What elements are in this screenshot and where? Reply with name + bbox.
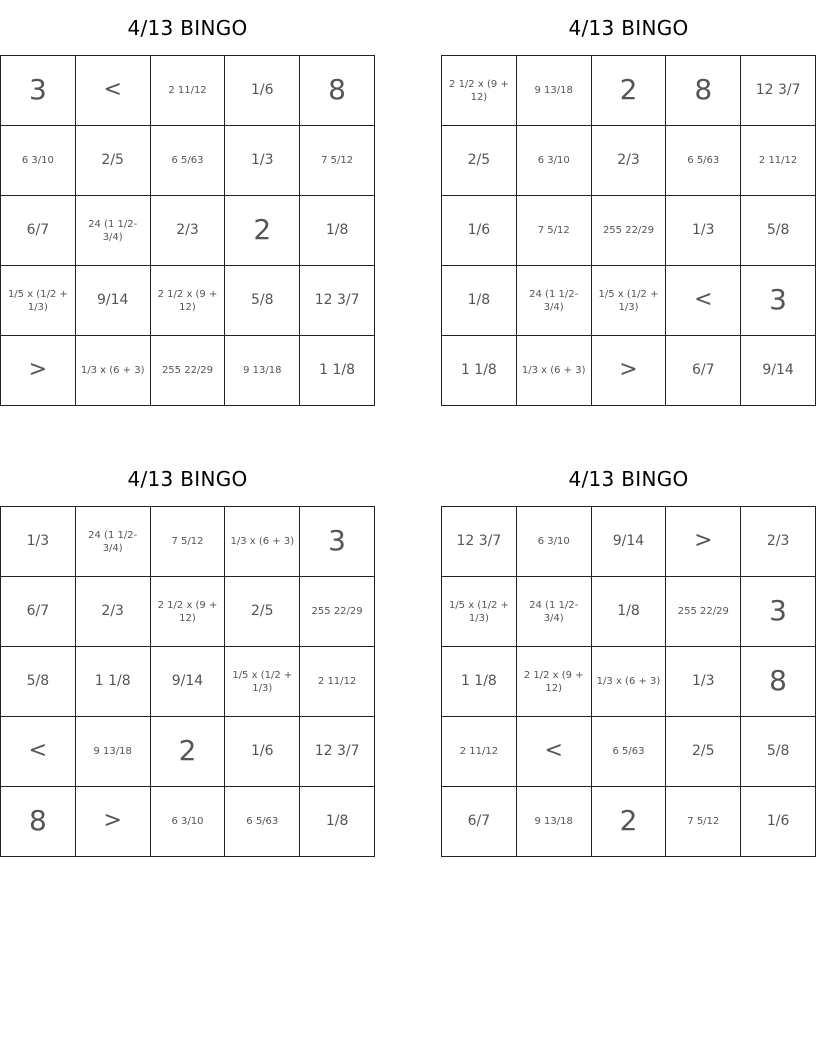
bingo-cell: 9 13/18 — [517, 787, 592, 857]
bingo-cell: > — [592, 336, 667, 406]
bingo-cell: 2/5 — [442, 126, 517, 196]
bingo-cell: 2/3 — [151, 196, 226, 266]
bingo-cell: 1/3 x (6 + 3) — [517, 336, 592, 406]
bingo-cell: 6/7 — [442, 787, 517, 857]
bingo-grid — [0, 506, 375, 857]
bingo-cell: 1/8 — [592, 577, 667, 647]
bingo-cell: > — [1, 336, 76, 406]
bingo-cell: 8 — [300, 56, 375, 126]
bingo-cell: 1/3 — [1, 507, 76, 577]
bingo-cell: 6 5/63 — [592, 717, 667, 787]
bingo-cell: 1 1/8 — [300, 336, 375, 406]
bingo-cell: 9/14 — [76, 266, 151, 336]
bingo-cell: 8 — [666, 56, 741, 126]
bingo-cell: 3 — [300, 507, 375, 577]
bingo-cell: 1/6 — [225, 56, 300, 126]
bingo-cell: 9/14 — [151, 647, 226, 717]
bingo-cell: 12 3/7 — [300, 717, 375, 787]
bingo-cell: < — [1, 717, 76, 787]
bingo-cell: 6 5/63 — [151, 126, 226, 196]
bingo-cell: 2/5 — [225, 577, 300, 647]
bingo-cell: 2/5 — [76, 126, 151, 196]
bingo-cell: 2 — [592, 787, 667, 857]
bingo-cell: 9 13/18 — [225, 336, 300, 406]
bingo-cell: 6 3/10 — [1, 126, 76, 196]
bingo-cell: 2 11/12 — [151, 56, 226, 126]
bingo-cell: 2 11/12 — [442, 717, 517, 787]
bingo-cell: 2 1/2 x (9 + 12) — [151, 266, 226, 336]
bingo-cell: 1/3 x (6 + 3) — [76, 336, 151, 406]
bingo-cell: 6/7 — [1, 196, 76, 266]
card-title: 4/13 BINGO — [127, 16, 248, 40]
bingo-cell: 6 5/63 — [666, 126, 741, 196]
bingo-cell: 6 3/10 — [517, 126, 592, 196]
bingo-cell: 3 — [741, 577, 816, 647]
bingo-cell: 7 5/12 — [517, 196, 592, 266]
bingo-cell: 2 1/2 x (9 + 12) — [517, 647, 592, 717]
bingo-cell: 1/3 x (6 + 3) — [225, 507, 300, 577]
bingo-grid — [0, 55, 375, 406]
bingo-cell: 1/5 x (1/2 + 1/3) — [1, 266, 76, 336]
bingo-cell: 7 5/12 — [666, 787, 741, 857]
bingo-cell: 1/8 — [442, 266, 517, 336]
bingo-cell: 255 22/29 — [592, 196, 667, 266]
bingo-cell: 2/3 — [76, 577, 151, 647]
bingo-cell: 1/6 — [225, 717, 300, 787]
bingo-cell: 1/3 — [666, 647, 741, 717]
bingo-grid — [441, 55, 816, 406]
bingo-cell: 12 3/7 — [741, 56, 816, 126]
bingo-cell: 1/5 x (1/2 + 1/3) — [592, 266, 667, 336]
bingo-cell: > — [76, 787, 151, 857]
bingo-cell: 12 3/7 — [300, 266, 375, 336]
bingo-cell: < — [517, 717, 592, 787]
bingo-cell: 255 22/29 — [300, 577, 375, 647]
bingo-cell: 6/7 — [666, 336, 741, 406]
bingo-cell: 2 — [592, 56, 667, 126]
bingo-cell: 24 (1 1/2-3/4) — [517, 577, 592, 647]
bingo-cell: 1 1/8 — [442, 647, 517, 717]
bingo-cell: 1 1/8 — [76, 647, 151, 717]
bingo-cell: 24 (1 1/2-3/4) — [76, 507, 151, 577]
bingo-cell: 2 — [225, 196, 300, 266]
card-title: 4/13 BINGO — [568, 467, 689, 491]
bingo-cell: 2/3 — [592, 126, 667, 196]
bingo-cell: 1/3 x (6 + 3) — [592, 647, 667, 717]
bingo-cell: 2 11/12 — [300, 647, 375, 717]
bingo-cell: > — [666, 507, 741, 577]
bingo-cell: 2 1/2 x (9 + 12) — [442, 56, 517, 126]
bingo-cell: 7 5/12 — [151, 507, 226, 577]
bingo-cell: 24 (1 1/2-3/4) — [517, 266, 592, 336]
bingo-cell: 3 — [1, 56, 76, 126]
bingo-cell: 7 5/12 — [300, 126, 375, 196]
bingo-cell: 1/8 — [300, 196, 375, 266]
bingo-cell: 2 11/12 — [741, 126, 816, 196]
bingo-cell: 2 — [151, 717, 226, 787]
bingo-cell: 5/8 — [741, 717, 816, 787]
bingo-cell: 2/3 — [741, 507, 816, 577]
bingo-cell: < — [666, 266, 741, 336]
bingo-cell: 1/8 — [300, 787, 375, 857]
bingo-cell: 5/8 — [225, 266, 300, 336]
bingo-cell: < — [76, 56, 151, 126]
bingo-cell: 12 3/7 — [442, 507, 517, 577]
bingo-cell: 9 13/18 — [76, 717, 151, 787]
bingo-cell: 1/5 x (1/2 + 1/3) — [225, 647, 300, 717]
bingo-grid — [441, 506, 816, 857]
bingo-cell: 5/8 — [1, 647, 76, 717]
bingo-cell: 6 3/10 — [151, 787, 226, 857]
bingo-cell: 255 22/29 — [151, 336, 226, 406]
card-title: 4/13 BINGO — [568, 16, 689, 40]
bingo-cell: 8 — [741, 647, 816, 717]
bingo-cell: 6 5/63 — [225, 787, 300, 857]
bingo-cell: 3 — [741, 266, 816, 336]
card-title: 4/13 BINGO — [127, 467, 248, 491]
bingo-cell: 1 1/8 — [442, 336, 517, 406]
bingo-cell: 24 (1 1/2-3/4) — [76, 196, 151, 266]
bingo-cell: 1/6 — [442, 196, 517, 266]
bingo-cell: 1/3 — [666, 196, 741, 266]
bingo-cell: 255 22/29 — [666, 577, 741, 647]
bingo-cell: 6 3/10 — [517, 507, 592, 577]
bingo-cell: 9/14 — [741, 336, 816, 406]
bingo-cell: 1/5 x (1/2 + 1/3) — [442, 577, 517, 647]
bingo-cell: 6/7 — [1, 577, 76, 647]
bingo-cell: 9 13/18 — [517, 56, 592, 126]
bingo-cell: 2/5 — [666, 717, 741, 787]
bingo-cell: 2 1/2 x (9 + 12) — [151, 577, 226, 647]
bingo-cell: 5/8 — [741, 196, 816, 266]
bingo-cell: 8 — [1, 787, 76, 857]
bingo-cell: 9/14 — [592, 507, 667, 577]
bingo-cell: 1/6 — [741, 787, 816, 857]
bingo-cell: 1/3 — [225, 126, 300, 196]
